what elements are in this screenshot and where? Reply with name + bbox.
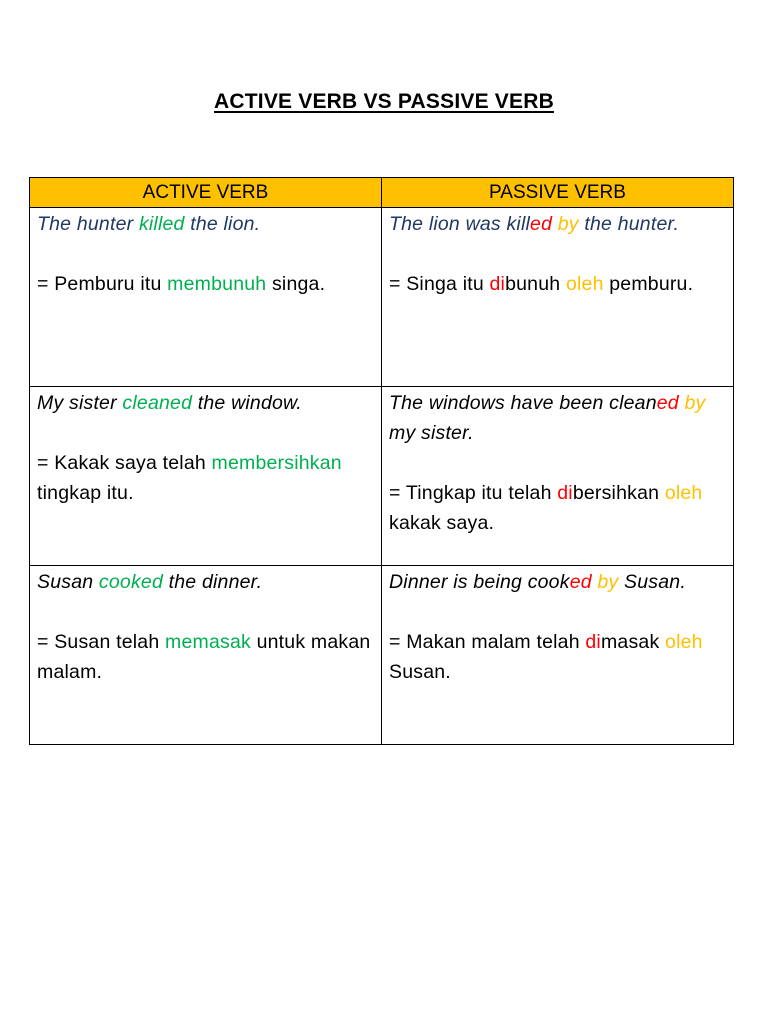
passive-cell: [382, 208, 734, 387]
active-cell: [30, 566, 382, 745]
agent-marker-highlight: by: [597, 571, 619, 593]
sentence-text: The lion was kill: [389, 213, 531, 235]
active-verb-header: ACTIVE VERB: [30, 178, 382, 208]
passive-prefix-highlight: di: [489, 273, 506, 295]
english-sentence: [37, 388, 374, 418]
english-sentence: [389, 209, 726, 239]
active-verb-highlight: cleaned: [122, 392, 193, 414]
malay-translation: [37, 269, 374, 299]
sentence-text: the dinner.: [163, 571, 263, 593]
translation-text: = Singa itu: [389, 273, 490, 295]
sentence-text: Susan.: [618, 571, 686, 593]
sentence-text: The windows have been clean: [389, 392, 657, 414]
passive-suffix-highlight: ed: [530, 213, 553, 235]
translation-text: = Pemburu itu: [37, 273, 168, 295]
passive-cell: [382, 566, 734, 745]
active-verb-highlight: killed: [138, 213, 185, 235]
translation-text: = Tingkap itu telah: [389, 482, 558, 504]
malay-translation: [389, 269, 726, 299]
translation-text: masak: [600, 631, 660, 653]
table-header-row: [30, 178, 734, 208]
translation-text: tingkap itu.: [37, 482, 134, 504]
sentence-text: the window.: [192, 392, 302, 414]
sentence-text: Dinner is being cook: [389, 571, 570, 593]
english-sentence: [37, 567, 374, 597]
page-title: ACTIVE VERB VS PASSIVE VERB: [214, 90, 554, 113]
malay-translation: [37, 627, 374, 687]
english-sentence: [37, 209, 374, 239]
table-row: [30, 387, 734, 566]
agent-marker-highlight: oleh: [665, 631, 703, 653]
passive-suffix-highlight: ed: [656, 392, 679, 414]
translation-text: bersihkan: [572, 482, 660, 504]
malay-translation: [389, 478, 726, 538]
agent-marker-highlight: by: [684, 392, 706, 414]
passive-cell: [382, 387, 734, 566]
translation-text: = Kakak saya telah: [37, 452, 212, 474]
malay-translation: [37, 448, 374, 508]
sentence-text: the hunter.: [578, 213, 680, 235]
table-row: [30, 208, 734, 387]
translation-text: pemburu.: [603, 273, 694, 295]
translation-text: Susan.: [389, 661, 451, 683]
table-row: [30, 566, 734, 745]
verb-comparison-table: [29, 177, 734, 745]
english-sentence: [389, 388, 726, 448]
active-verb-highlight: memasak: [165, 631, 251, 653]
agent-marker-highlight: oleh: [664, 482, 703, 504]
passive-suffix-highlight: ed: [569, 571, 592, 593]
translation-text: singa.: [266, 273, 326, 295]
agent-marker-highlight: by: [557, 213, 579, 235]
malay-translation: [389, 627, 726, 687]
sentence-text: The hunter: [37, 213, 139, 235]
active-cell: [30, 387, 382, 566]
translation-text: = Makan malam telah: [389, 631, 586, 653]
sentence-text: My sister: [37, 392, 123, 414]
active-verb-highlight: membunuh: [167, 273, 267, 295]
passive-prefix-highlight: di: [557, 482, 573, 504]
sentence-text: Susan: [37, 571, 99, 593]
active-cell: [30, 208, 382, 387]
active-verb-highlight: membersihkan: [211, 452, 342, 474]
agent-marker-highlight: oleh: [565, 273, 604, 295]
passive-prefix-highlight: di: [585, 631, 601, 653]
english-sentence: [389, 567, 726, 597]
translation-text: kakak saya.: [389, 512, 495, 534]
translation-text: bunuh: [505, 273, 561, 295]
active-verb-highlight: cooked: [98, 571, 164, 593]
sentence-text: my sister.: [389, 422, 474, 444]
translation-text: = Susan telah: [37, 631, 166, 653]
sentence-text: the lion.: [184, 213, 261, 235]
translation-text: untuk makan malam.: [37, 631, 371, 683]
passive-verb-header: PASSIVE VERB: [382, 178, 734, 208]
